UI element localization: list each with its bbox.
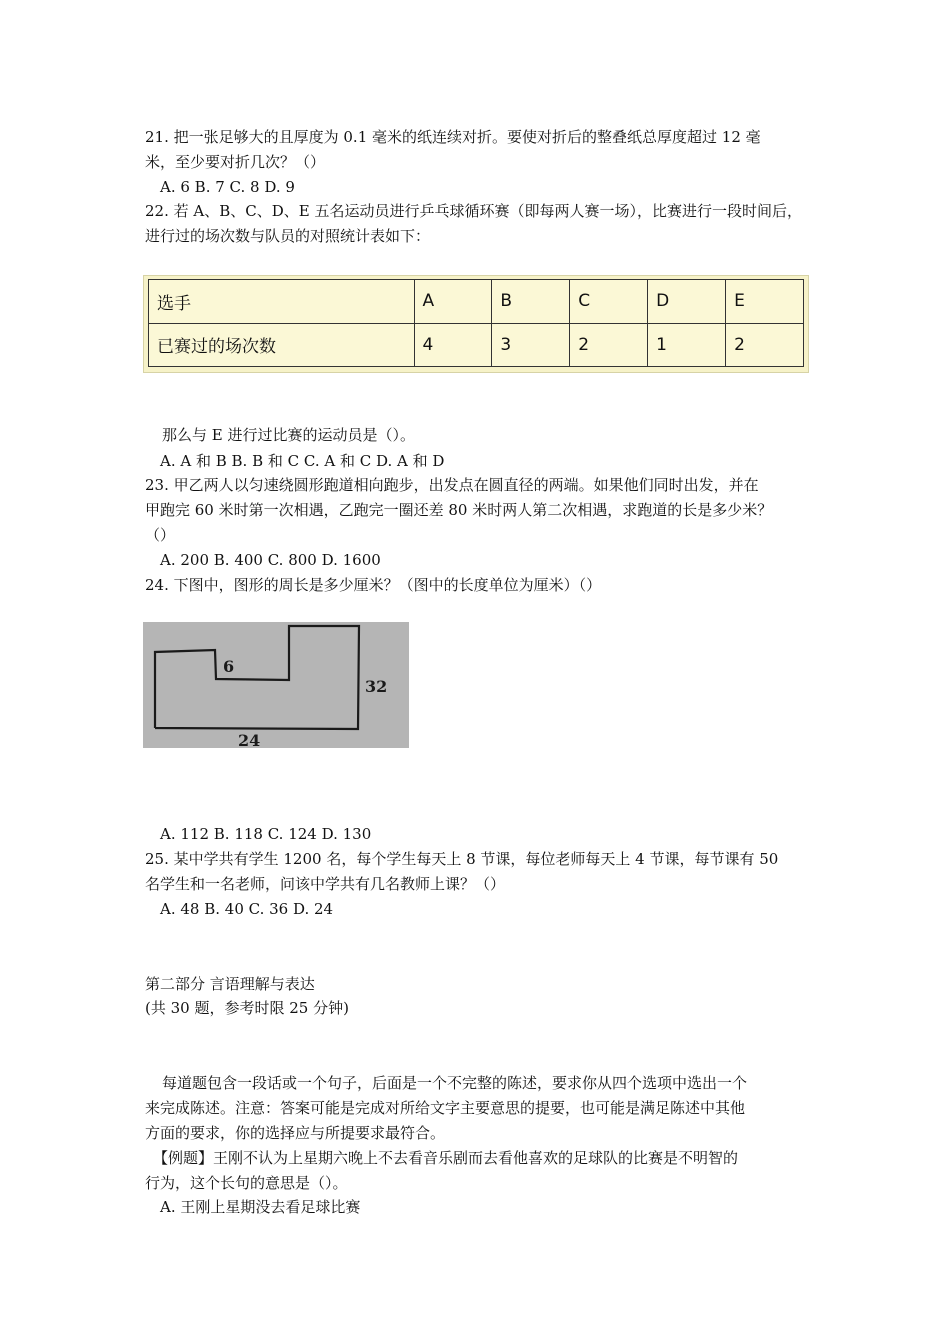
part2-instruction-line1: 每道题包含一段话或一个句子，后面是一个不完整的陈述，要求你从四个选项中选出一个 <box>162 1074 748 1092</box>
part2-subtitle: (共 30 题，参考时限 25 分钟) <box>145 999 349 1017</box>
table-cell: 4 <box>414 323 492 367</box>
q25-options: A. 48 B. 40 C. 36 D. 24 <box>160 900 334 918</box>
perimeter-figure <box>143 622 409 748</box>
table-cell: C <box>570 280 648 324</box>
part2-instruction-line3: 方面的要求，你的选择应与所提要求最符合。 <box>145 1124 446 1142</box>
q24-line1: 24. 下图中，图形的周长是多少厘米？（图中的长度单位为厘米）（） <box>145 576 602 594</box>
table-header-row <box>149 280 804 324</box>
match-table-frame <box>143 275 809 373</box>
table-cell: 选手 <box>149 280 415 324</box>
table-cell: A <box>414 280 492 324</box>
q25-line2: 名学生和一名老师，问该中学共有几名教师上课？（） <box>145 875 506 893</box>
table-cell: 2 <box>570 323 648 367</box>
table-row <box>149 323 804 367</box>
q23-line1: 23. 甲乙两人以匀速绕圆形跑道相向跑步，出发点在圆直径的两端。如果他们同时出发，并在 <box>145 476 759 494</box>
figure-drawing <box>143 622 409 748</box>
match-table <box>148 279 804 367</box>
q24-options: A. 112 B. 118 C. 124 D. 130 <box>160 825 372 843</box>
base-label: 24 <box>238 731 261 748</box>
q22-options: A. A 和 B B. B 和 C C. A 和 C D. A 和 D <box>160 452 445 470</box>
q23-line2: 甲跑完 60 米时第一次相遇，乙跑完一圈还差 80 米时两人第二次相遇，求跑道的长是多少米？ <box>145 501 773 519</box>
q22-question: 那么与 E 进行过比赛的运动员是（）。 <box>162 426 415 444</box>
table-cell: 已赛过的场次数 <box>149 323 415 367</box>
example-line1: 【例题】王刚不认为上星期六晚上不去看音乐剧而去看他喜欢的足球队的比赛是不明智的 <box>153 1149 739 1167</box>
q21-options: A. 6 B. 7 C. 8 D. 9 <box>160 178 295 196</box>
table-cell: 1 <box>648 323 726 367</box>
example-option-a: A. 王刚上星期没去看足球比赛 <box>160 1198 361 1216</box>
q22-line1: 22. 若 A、B、C、D、E 五名运动员进行乒乓球循环赛（即每两人赛一场），比赛进行一段时间后， <box>145 202 802 220</box>
q25-line1: 25. 某中学共有学生 1200 名，每个学生每天上 8 节课，每位老师每天上 4 节课，每节课有 50 <box>145 850 779 868</box>
table-cell: E <box>726 280 804 324</box>
part2-instruction-line2: 来完成陈述。注意：答案可能是完成对所给文字主要意思的提要，也可能是满足陈述中其他 <box>145 1099 746 1117</box>
q22-line2: 进行过的场次数与队员的对照统计表如下： <box>145 227 431 245</box>
q23-line3: （） <box>145 526 176 544</box>
part2-title: 第二部分 言语理解与表达 <box>145 975 315 993</box>
q21-line1: 21. 把一张足够大的且厚度为 0.1 毫米的纸连续对折。要使对折后的整叠纸总厚度超过 12 毫 <box>145 128 761 146</box>
notch-label: 6 <box>223 657 235 676</box>
height-label: 32 <box>365 677 388 696</box>
q23-options: A. 200 B. 400 C. 800 D. 1600 <box>160 551 381 569</box>
table-cell: 3 <box>492 323 570 367</box>
table-cell: D <box>648 280 726 324</box>
table-cell: B <box>492 280 570 324</box>
example-line2: 行为，这个长句的意思是（）。 <box>145 1174 348 1192</box>
q21-line2: 米，至少要对折几次？（） <box>145 153 326 171</box>
table-cell: 2 <box>726 323 804 367</box>
